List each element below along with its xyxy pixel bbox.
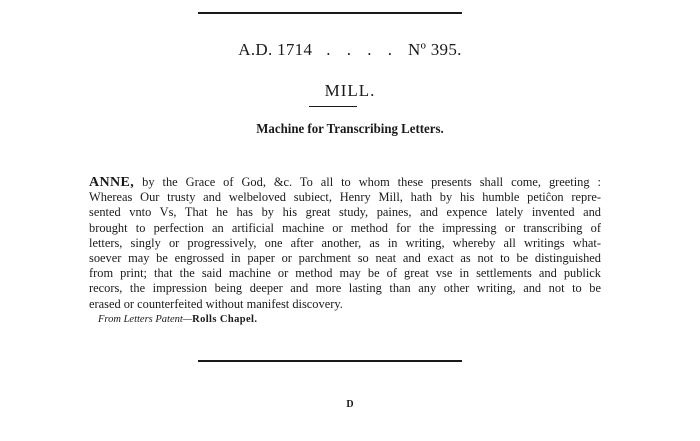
body-line [89,175,601,190]
body-lead: ANNE, [89,175,135,190]
patent-number: Nº 395. [408,40,462,59]
patent-year: A.D. 1714 [238,40,313,59]
source-prefix: From Letters Patent— [98,314,193,325]
body-line: from print; that the said machine or method may be of great vse in settlements and publick [89,266,601,281]
top-rule [198,12,462,14]
signature-mark: D [346,399,354,410]
body-line: recors, the impression being deeper and more lasting than any other writing, and not to be [89,281,601,296]
body-line: brought to perfection an artificial machine or method for the impressing or transcribing of [89,220,601,235]
patentee-surname: MILL. [324,81,376,100]
source-citation [98,314,257,325]
body-line: sented vnto Vs, That he has by his great study, paines, and expence lately invented and [89,205,601,220]
body-line: Whereas Our trusty and welbeloved subiect, Henry Mill, hath by his humble petiĉon repre- [89,190,601,205]
header-dots: . . . . [326,40,399,59]
body-line-1-rest: by the Grace of God, &c. To all to whom these presents shall come, greeting : [142,175,601,189]
body-line: erased or counterfeited without manifest discovery. [89,296,343,311]
body-line: soever may be engrossed in paper or parchment so neat and exact as not to be distinguished [89,251,601,266]
patent-body [89,175,601,312]
surname-underline [309,106,357,107]
bottom-rule [198,360,462,362]
source-name: Rolls Chapel. [192,314,258,325]
body-line: letters, singly or progressively, one after another, as in writing, whereby all writings what- [89,235,601,250]
patent-header [0,40,700,60]
patent-subject: Machine for Transcribing Letters. [256,122,444,137]
